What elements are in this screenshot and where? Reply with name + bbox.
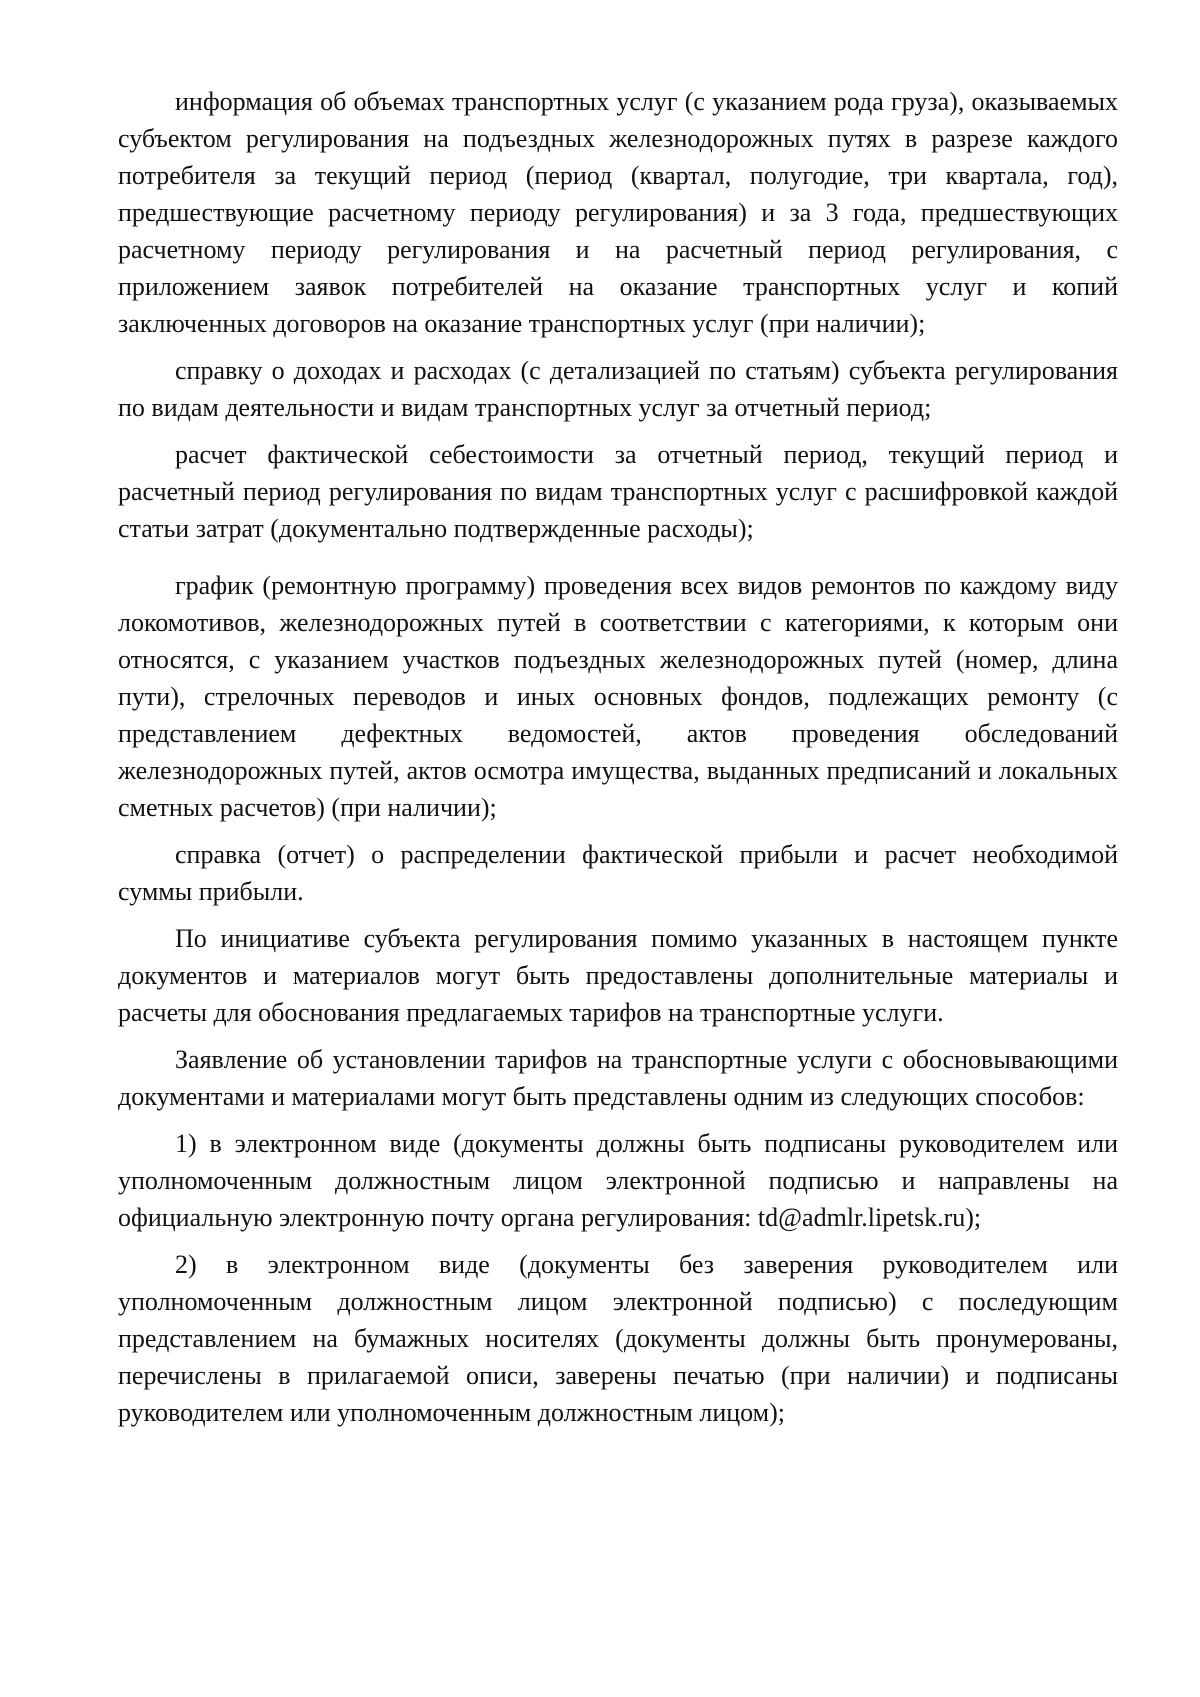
paragraph-income-expense-statement: справку о доходах и расходах (с детализацией по статьям) субъекта регулирования по видам деятельности и видам транспортных услуг за отчетный период; (118, 356, 1118, 422)
paragraph-traffic-volume-info: информация об объемах транспортных услуг (с указанием рода груза), оказываемых субъектом регулирования на подъездных железнодорожных путях в разрезе каждого потребителя за текущий период (период (квартал, полугодие, три квартала, год), предшествующие расчетному периоду регулирования) и за 3 года, предшествующих расчетному периоду регулирования и на расчетный период регулирования, с приложением заявок потребителей на оказание транспортных услуг и копий заключенных договоров на оказание транспортных услуг (при наличии); (118, 87, 1118, 338)
paragraph-method-electronic-paper: 2) в электронном виде (документы без заверения руководителем или уполномоченным должностным лицом электронной подписью) с последующим представлением на бумажных носителях (документы должны быть пронумерованы, перечислены в прилагаемой описи, заверены печатью (при наличии) и подписаны руководителем или уполномоченным должностным лицом); (118, 1250, 1118, 1427)
paragraph-submission-methods: Заявление об установлении тарифов на транспортные услуги с обосновывающими документами и материалами могут быть представлены одним из следующих способов: (118, 1045, 1118, 1111)
paragraph-method-electronic-signed: 1) в электронном виде (документы должны быть подписаны руководителем или уполномоченным должностным лицом электронной подписью и направлены на официальную электронную почту органа регулирования: td@admlr.lipetsk.ru); (118, 1129, 1118, 1232)
paragraph-repair-schedule: график (ремонтную программу) проведения всех видов ремонтов по каждому виду локомотивов, железнодорожных путей в соответствии с категориями, к которым они относятся, с указанием участков подъездных железнодорожных путей (номер, длина пути), стрелочных переводов и иных основных фондов, подлежащих ремонту (с представлением дефектных ведомостей, актов проведения обследований железнодорожных путей, актов осмотра имущества, выданных предписаний и локальных сметных расчетов) (при наличии); (118, 571, 1118, 822)
paragraph-actual-cost-calculation: расчет фактической себестоимости за отчетный период, текущий период и расчетный период регулирования по видам транспортных услуг с расшифровкой каждой статьи затрат (документально подтвержденные расходы); (118, 440, 1118, 543)
paragraph-profit-distribution: справка (отчет) о распределении фактической прибыли и расчет необходимой суммы прибыли. (118, 840, 1118, 906)
paragraph-additional-materials: По инициативе субъекта регулирования помимо указанных в настоящем пункте документов и материалов могут быть предоставлены дополнительные материалы и расчеты для обоснования предлагаемых тарифов на транспортные услуги. (118, 924, 1118, 1027)
